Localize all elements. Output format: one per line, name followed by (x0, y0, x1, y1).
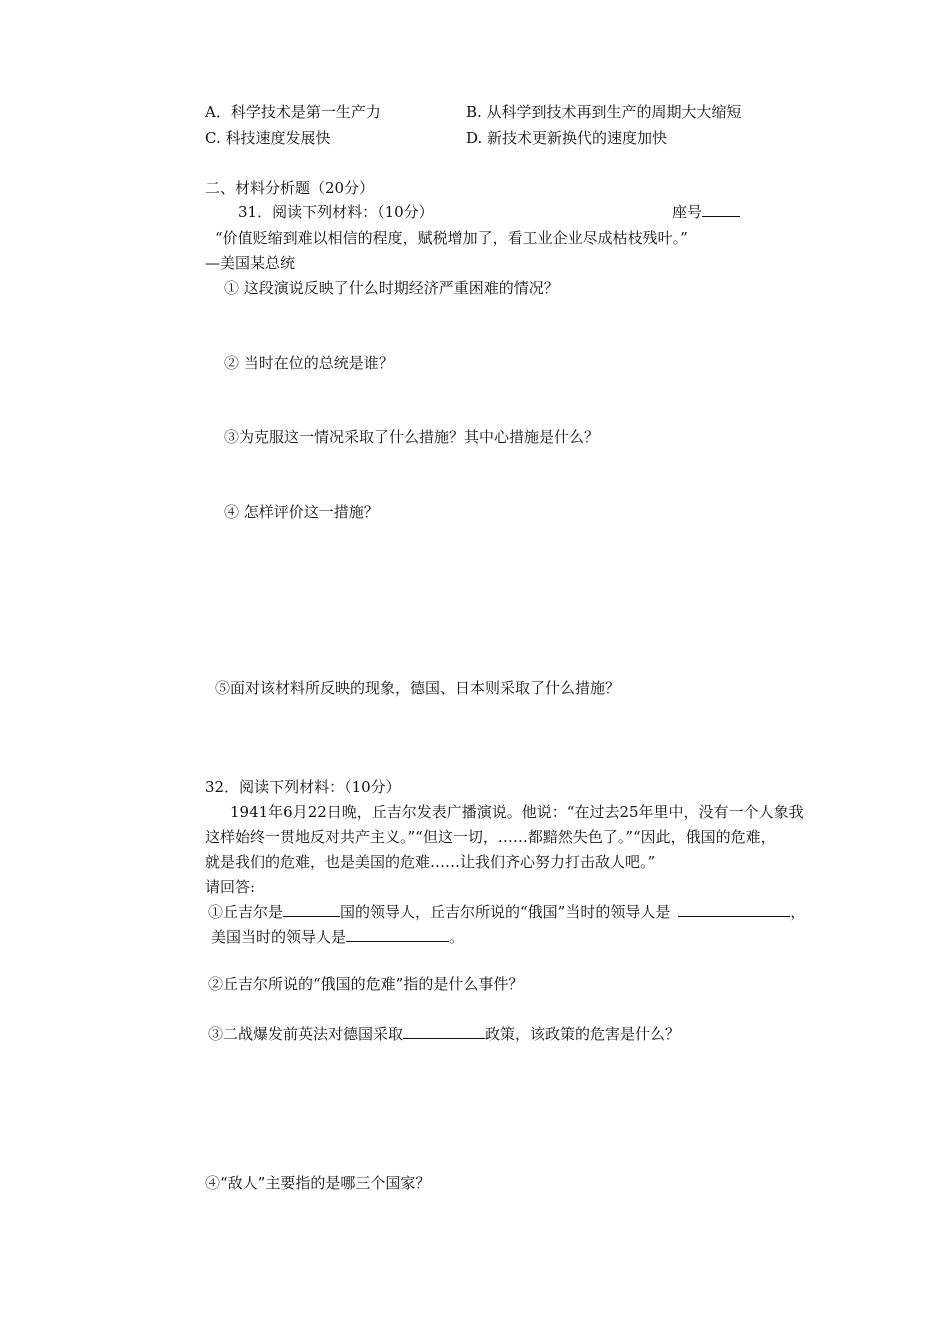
option-d: D. 新技术更新换代的速度加快 (466, 129, 668, 147)
option-a: A．科学技术是第一生产力 (205, 103, 381, 121)
q31-source: —美国某总统 (205, 254, 296, 272)
q32-sub3-text-b: 政策，该政策的危害是什么？ (485, 1025, 681, 1043)
option-c: C. 科技速度发展快 (205, 129, 331, 147)
q32-sub1-text-b: 国的领导人，丘吉尔所说的“俄国”当时的领导人是 (340, 903, 671, 921)
q32-sub1-line1 (208, 902, 805, 922)
q32-para-line2: 这样始终一贯地反对共产主义。”“但这一切，……都黯然失色了。”“因此，俄国的危难， (205, 828, 776, 846)
q32-sub4: ④“敌人”主要指的是哪三个国家？ (205, 1174, 431, 1192)
q31-sub3: ③为克服这一情况采取了什么措施？其中心措施是什么？ (224, 428, 600, 446)
q31-sub2: ② 当时在位的总统是谁？ (224, 354, 394, 372)
q32-prompt: 请回答: (205, 878, 256, 896)
q32-header: 32．阅读下列材料：（10分） (205, 778, 401, 796)
q31-sub1: ① 这段演说反映了什么时期经济严重困难的情况？ (224, 279, 559, 297)
q32-sub1-line2 (211, 927, 464, 947)
seat-number (672, 202, 740, 222)
q32-sub3-text-a: ③二战爆发前英法对德国采取 (208, 1025, 404, 1043)
q31-sub4: ④ 怎样评价这一措施？ (224, 503, 379, 521)
country-blank[interactable] (283, 902, 340, 917)
q32-para-line1: 1941年6月22日晚，丘吉尔发表广播演说。他说：“在过去25年里中，没有一个人象我 (230, 803, 804, 821)
seat-label: 座号 (672, 203, 703, 221)
seat-blank[interactable] (702, 202, 740, 217)
q32-sub1-text-a: ①丘吉尔是 (208, 903, 284, 921)
q31-header: 31．阅读下列材料：（10分） (238, 203, 434, 221)
q31-sub5: ⑤面对该材料所反映的现象，德国、日本则采取了什么措施？ (215, 679, 621, 697)
us-leader-blank[interactable] (346, 927, 449, 942)
policy-blank[interactable] (403, 1024, 485, 1039)
q32-sub1-text-c: ， (790, 903, 806, 921)
q32-sub3 (208, 1024, 680, 1044)
section-title: 二、材料分析题（20分） (205, 179, 375, 197)
q32-sub2: ②丘吉尔所说的“俄国的危难”指的是什么事件？ (208, 975, 524, 993)
russia-leader-blank[interactable] (678, 902, 790, 917)
q31-quote: “价值贬缩到难以相信的程度，赋税增加了，看工业企业尽成枯枝残叶。” (215, 229, 688, 247)
q32-sub1-text-d: 美国当时的领导人是 (211, 928, 347, 946)
q32-para-line3: 就是我们的危难，也是美国的危难……让我们齐心努力打击敌人吧。” (205, 853, 656, 871)
q32-sub1-text-e: 。 (449, 928, 465, 946)
option-b: B. 从科学到技术再到生产的周期大大缩短 (466, 103, 742, 121)
